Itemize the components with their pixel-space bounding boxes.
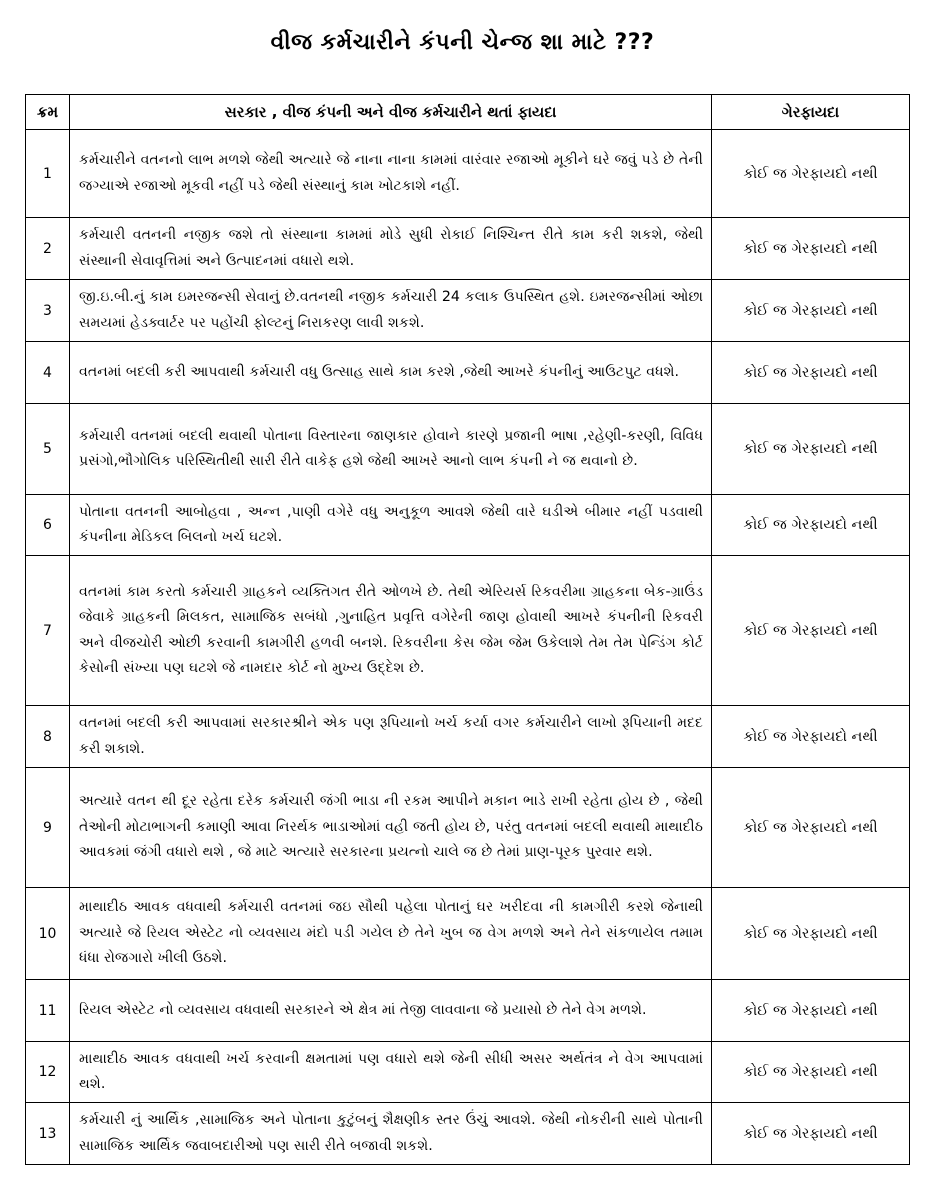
row-benefit: અત્યારે વતન થી દૂર રહેતા દરેક કર્મચારી જંગી ભાડા ની રકમ આપીને મકાન ભાડે રાખી રહેતા હોય છે , જેથી તેઓની મોટાભાગની કમાણી આવા નિરર્થક ભાડાઓમાં વહી જતી હોય છે, પરંતુ વતનમાં બદલી થવાથી માથાદીઠ આવકમાં જંગી વધારો થશે , જે માટે અત્યારે સરકારના પ્રયત્નો ચાલે જ છે તેમાં પ્રાણ-પૂરક પુરવાર થશે. bbox=[70, 768, 712, 888]
table-row bbox=[26, 404, 910, 495]
row-benefit: રિયલ એસ્ટેટ નો વ્યવસાય વધવાથી સરકારને એ ક્ષેત્ર માં તેજી લાવવાના જે પ્રયાસો છે તેને વેગ મળશે. bbox=[70, 980, 712, 1042]
row-number: 11 bbox=[26, 980, 70, 1042]
row-benefit: માથાદીઠ આવક વધવાથી કર્મચારી વતનમાં જઇ સૌથી પહેલા પોતાનું ઘર ખરીદવા ની કામગીરી કરશે જેનાથી અત્યારે જે રિયલ એસ્ટેટ નો વ્યવસાય મંદો પડી ગયેલ છે તેને ખુબ જ વેગ મળશે અને તેને સંકળાયેલ તમામ ધંધા રોજગારો ખીલી ઉઠશે. bbox=[70, 888, 712, 980]
row-number: 6 bbox=[26, 495, 70, 556]
table-row bbox=[26, 218, 910, 280]
row-benefit: જી.ઇ.બી.નું કામ ઇમરજન્સી સેવાનું છે.વતનથી નજીક કર્મચારી 24 કલાક ઉપસ્થિત હશે. ઇમરજન્સીમાં ઓછા સમયમાં હેડક્વાર્ટર પર પહોંચી ફોલ્ટનું નિરાકરણ લાવી શકશે. bbox=[70, 280, 712, 342]
row-number: 7 bbox=[26, 556, 70, 706]
row-drawback: કોઈ જ ગેરફાયદો નથી bbox=[712, 130, 910, 218]
table-row bbox=[26, 130, 910, 218]
row-drawback: કોઈ જ ગેરફાયદો નથી bbox=[712, 768, 910, 888]
row-drawback: કોઈ જ ગેરફાયદો નથી bbox=[712, 495, 910, 556]
row-benefit: વતનમાં કામ કરતો કર્મચારી ગ્રાહકને વ્યક્તિગત રીતે ઓળખે છે. તેથી એરિયર્સ રિકવરીમા ગ્રાહકના બેક-ગ્રાઉંડ જેવાકે ગ્રાહકની મિલકત, સામાજિક સબંધો ,ગુનાહિત પ્રવૃત્તિ વગેરેની જાણ હોવાથી આખરે કંપનીની રિકવરી અને વીજચોરી ઓછી કરવાની કામગીરી હળવી બનશે. રિકવરીના કેસ જેમ જેમ ઉકેલાશે તેમ તેમ પેન્ડિંગ કોર્ટ કેસોની સંખ્યા પણ ઘટશે જે નામદાર કોર્ટ નો મુખ્ય ઉદ્દેશ છે. bbox=[70, 556, 712, 706]
header-number: ક્રમ bbox=[26, 95, 70, 130]
table-row bbox=[26, 495, 910, 556]
row-drawback: કોઈ જ ગેરફાયદો નથી bbox=[712, 404, 910, 495]
table-row bbox=[26, 556, 910, 706]
row-drawback: કોઈ જ ગેરફાયદો નથી bbox=[712, 980, 910, 1042]
row-benefit: પોતાના વતનની આબોહવા , અન્ન ,પાણી વગેરે વધુ અનુકૂળ આવશે જેથી વારે ઘડીએ બીમાર નહીં પડવાથી કંપનીના મેડિકલ બિલનો ખર્ચ ઘટશે. bbox=[70, 495, 712, 556]
table-row bbox=[26, 1042, 910, 1103]
row-number: 4 bbox=[26, 342, 70, 404]
row-number: 5 bbox=[26, 404, 70, 495]
benefits-table bbox=[25, 94, 910, 1165]
row-benefit: વતનમાં બદલી કરી આપવાથી કર્મચારી વધુ ઉત્સાહ સાથે કામ કરશે ,જેથી આખરે કંપનીનું આઉટપુટ વધશે. bbox=[70, 342, 712, 404]
header-benefits: સરકાર , વીજ કંપની અને વીજ કર્મચારીને થતાં ફાયદા bbox=[70, 95, 712, 130]
row-number: 12 bbox=[26, 1042, 70, 1103]
document-title: વીજ કર્મચારીને કંપની ચેન્જ શા માટે ??? bbox=[270, 30, 655, 55]
row-drawback: કોઈ જ ગેરફાયદો નથી bbox=[712, 888, 910, 980]
row-drawback: કોઈ જ ગેરફાયદો નથી bbox=[712, 706, 910, 768]
row-benefit: કર્મચારી વતનમાં બદલી થવાથી પોતાના વિસ્તારના જાણકાર હોવાને કારણે પ્રજાની ભાષા ,રહેણી-કરણી, વિવિધ પ્રસંગો,ભૌગોલિક પરિસ્થિતીથી સારી રીતે વાકેફ હશે જેથી આખરે આનો લાભ કંપની ને જ થવાનો છે. bbox=[70, 404, 712, 495]
row-number: 9 bbox=[26, 768, 70, 888]
table-row bbox=[26, 888, 910, 980]
row-benefit: કર્મચારીને વતનનો લાભ મળશે જેથી અત્યારે જે નાના નાના કામમાં વારંવાર રજાઓ મૂકીને ઘરે જવું પડે છે તેની જગ્યાએ રજાઓ મૂકવી નહીં પડે જેથી સંસ્થાનું કામ ખોટકાશે નહીં. bbox=[70, 130, 712, 218]
row-drawback: કોઈ જ ગેરફાયદો નથી bbox=[712, 342, 910, 404]
row-number: 13 bbox=[26, 1103, 70, 1165]
table-row bbox=[26, 768, 910, 888]
row-number: 8 bbox=[26, 706, 70, 768]
table-row bbox=[26, 342, 910, 404]
table-row bbox=[26, 706, 910, 768]
row-benefit: કર્મચારી વતનની નજીક જશે તો સંસ્થાના કામમાં મોડે સુધી રોકાઈ નિશ્ચિન્ત રીતે કામ કરી શકશે, જેથી સંસ્થાની સેવાવૃત્તિમાં અને ઉત્પાદનમાં વધારો થશે. bbox=[70, 218, 712, 280]
row-drawback: કોઈ જ ગેરફાયદો નથી bbox=[712, 556, 910, 706]
table-header-row bbox=[26, 95, 910, 130]
row-drawback: કોઈ જ ગેરફાયદો નથી bbox=[712, 218, 910, 280]
table-row bbox=[26, 280, 910, 342]
row-drawback: કોઈ જ ગેરફાયદો નથી bbox=[712, 280, 910, 342]
row-number: 1 bbox=[26, 130, 70, 218]
row-drawback: કોઈ જ ગેરફાયદો નથી bbox=[712, 1103, 910, 1165]
table-row bbox=[26, 1103, 910, 1165]
row-number: 3 bbox=[26, 280, 70, 342]
row-number: 10 bbox=[26, 888, 70, 980]
row-benefit: વતનમાં બદલી કરી આપવામાં સરકારશ્રીને એક પણ રૂપિયાનો ખર્ચ કર્યા વગર કર્મચારીને લાખો રૂપિયાની મદદ કરી શકાશે. bbox=[70, 706, 712, 768]
header-drawbacks: ગેરફાયદા bbox=[712, 95, 910, 130]
row-drawback: કોઈ જ ગેરફાયદો નથી bbox=[712, 1042, 910, 1103]
table-row bbox=[26, 980, 910, 1042]
row-benefit: માથાદીઠ આવક વધવાથી ખર્ચ કરવાની ક્ષમતામાં પણ વધારો થશે જેની સીધી અસર અર્થતંત્ર ને વેગ આપવામાં થશે. bbox=[70, 1042, 712, 1103]
row-number: 2 bbox=[26, 218, 70, 280]
row-benefit: કર્મચારી નું આર્થિક ,સામાજિક અને પોતાના કુટુંબનું શૈક્ષણીક સ્તર ઉંચું આવશે. જેથી નોકરીની સાથે પોતાની સામાજિક આર્થિક જવાબદારીઓ પણ સારી રીતે બજાવી શકશે. bbox=[70, 1103, 712, 1165]
